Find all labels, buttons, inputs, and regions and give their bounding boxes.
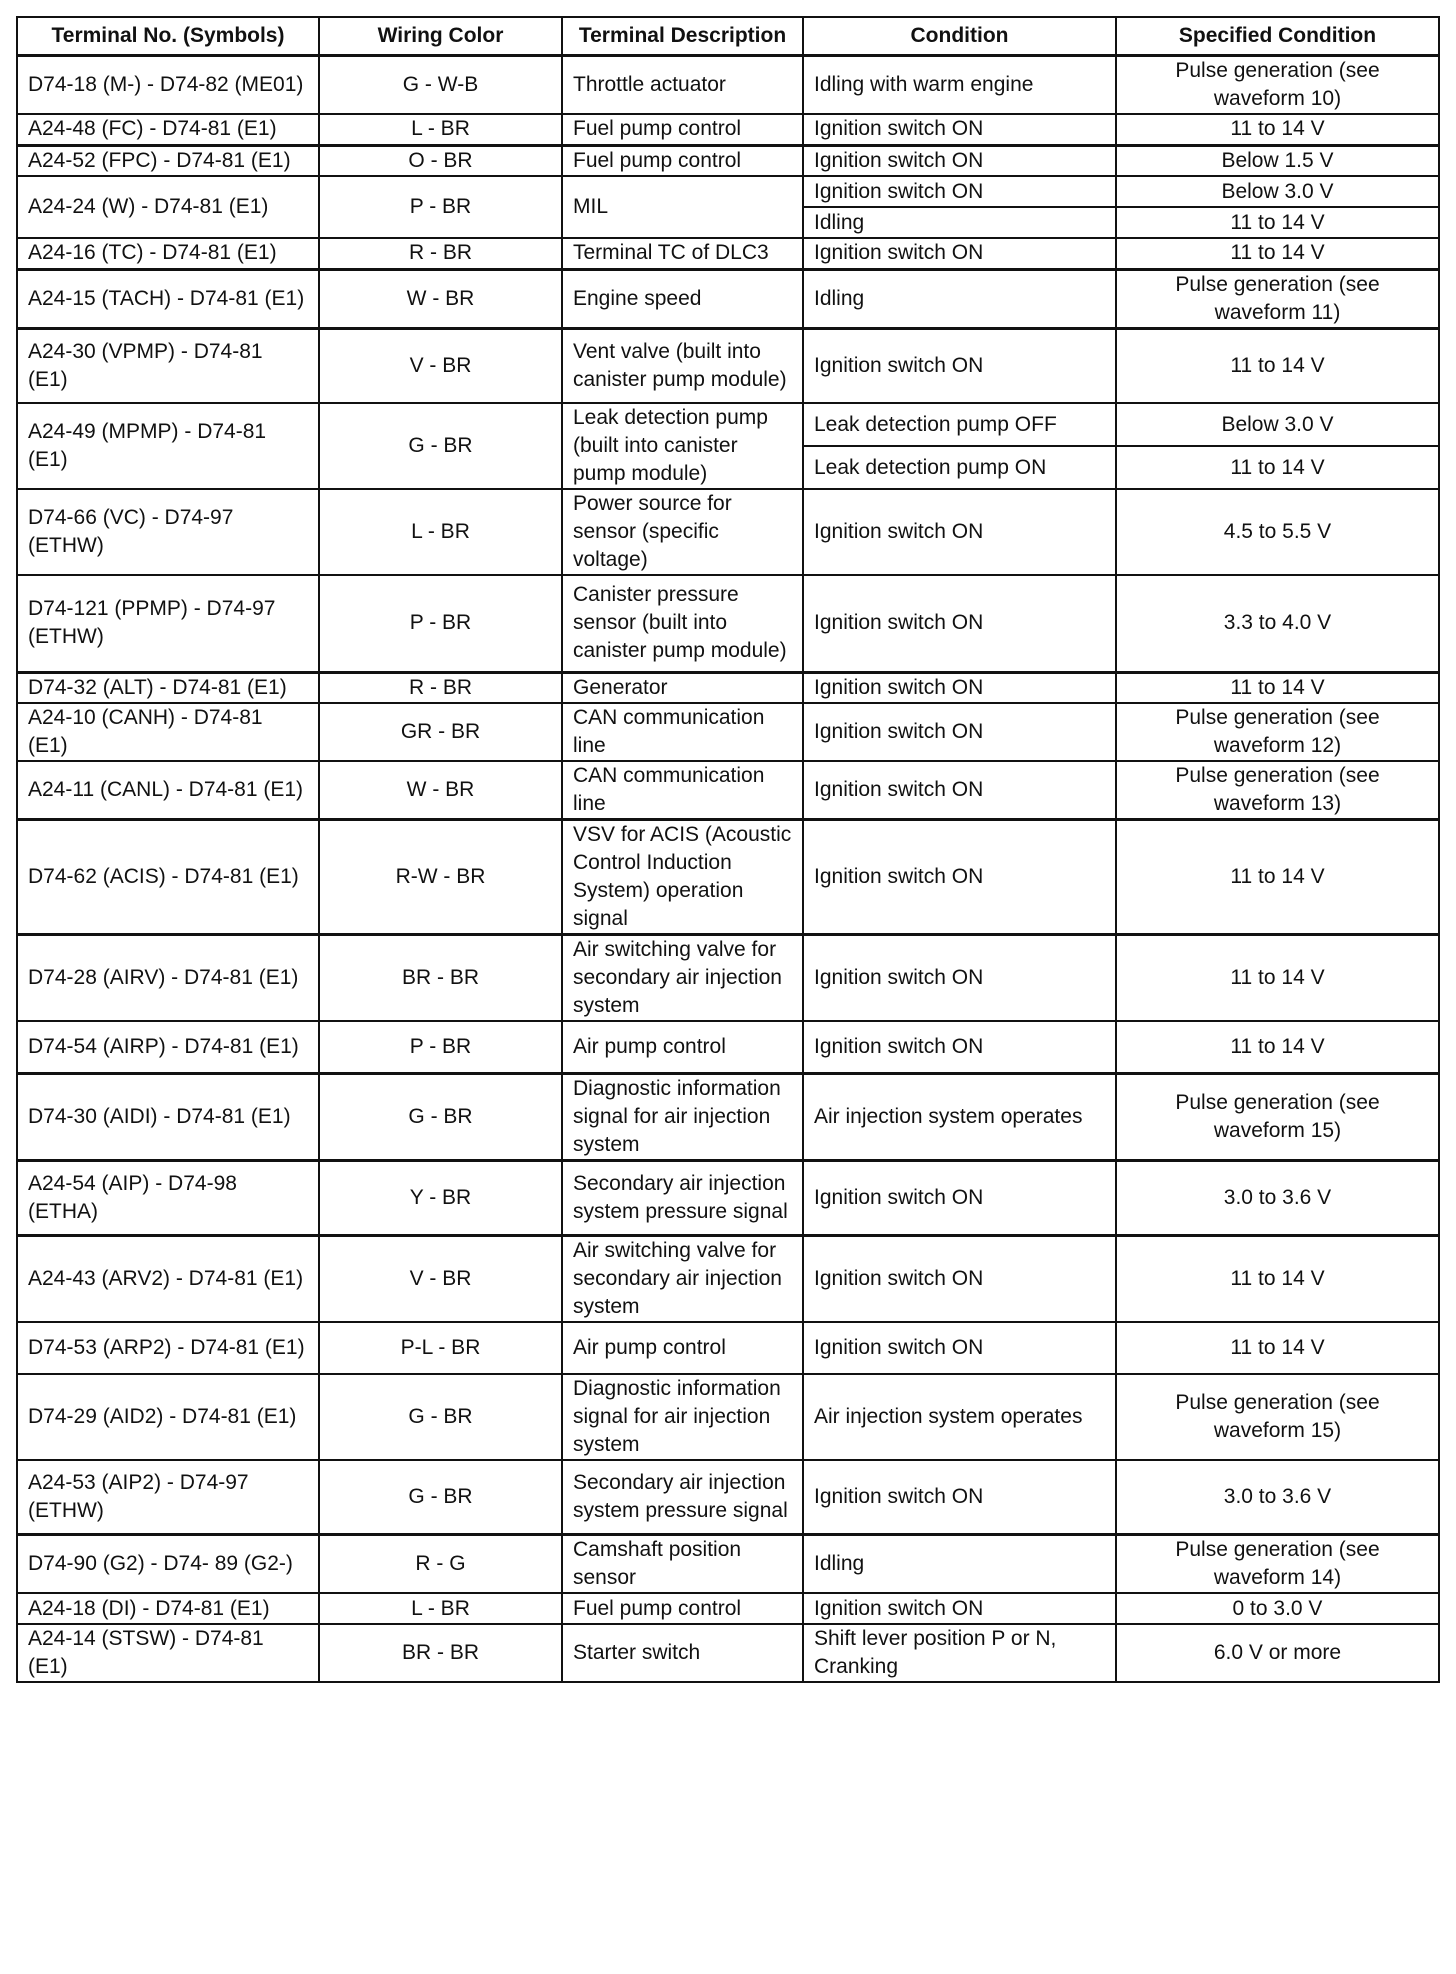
terminal-description-cell: Canister pressure sensor (built into canister pump module) [562,575,803,672]
wiring-color-cell: V - BR [319,328,562,403]
terminal-description-cell: Diagnostic information signal for air injection system [562,1073,803,1160]
terminal-description-cell: Diagnostic information signal for air injection system [562,1374,803,1460]
table-row [17,1160,1439,1235]
wiring-color-cell: Y - BR [319,1160,562,1235]
table-row [17,1535,1439,1594]
specified-condition-cell: 11 to 14 V [1116,238,1439,269]
table-row [17,761,1439,820]
terminal-cell: D74-121 (PPMP) - D74-97 (ETHW) [17,575,319,672]
specified-condition-cell: 11 to 14 V [1116,1235,1439,1322]
condition-cell: Ignition switch ON [803,1160,1116,1235]
terminal-description-cell: Terminal TC of DLC3 [562,238,803,269]
specified-condition-cell: Pulse generation (see waveform 11) [1116,269,1439,328]
wiring-color-cell: R-W - BR [319,820,562,935]
condition-cell: Ignition switch ON [803,176,1116,207]
terminal-cell: A24-16 (TC) - D74-81 (E1) [17,238,319,269]
table-row [17,489,1439,575]
terminal-spec-table [16,16,1440,1683]
terminal-description-cell: CAN communication line [562,703,803,761]
terminal-cell: A24-48 (FC) - D74-81 (E1) [17,114,319,145]
wiring-color-cell: R - BR [319,238,562,269]
terminal-cell: D74-18 (M-) - D74-82 (ME01) [17,56,319,115]
header-terminal-description: Terminal Description [562,17,803,56]
terminal-cell: A24-11 (CANL) - D74-81 (E1) [17,761,319,820]
specified-condition-cell: 11 to 14 V [1116,820,1439,935]
terminal-description-cell: MIL [562,176,803,238]
terminal-description-cell: Secondary air injection system pressure signal [562,1160,803,1235]
table-header-row [17,17,1439,56]
specified-condition-cell: 6.0 V or more [1116,1624,1439,1682]
specified-condition-cell: 11 to 14 V [1116,446,1439,489]
terminal-cell: D74-90 (G2) - D74- 89 (G2-) [17,1535,319,1594]
specified-condition-cell: 0 to 3.0 V [1116,1593,1439,1624]
specified-condition-cell: Pulse generation (see waveform 15) [1116,1374,1439,1460]
condition-cell: Ignition switch ON [803,1593,1116,1624]
wiring-color-cell: W - BR [319,761,562,820]
wiring-color-cell: L - BR [319,1593,562,1624]
table-row [17,1021,1439,1073]
terminal-cell: D74-29 (AID2) - D74-81 (E1) [17,1374,319,1460]
header-wiring-color: Wiring Color [319,17,562,56]
specified-condition-cell: Below 3.0 V [1116,176,1439,207]
terminal-description-cell: Vent valve (built into canister pump module) [562,328,803,403]
table-row [17,1460,1439,1535]
condition-cell: Idling with warm engine [803,56,1116,115]
terminal-cell: D74-53 (ARP2) - D74-81 (E1) [17,1322,319,1374]
terminal-cell: A24-53 (AIP2) - D74-97 (ETHW) [17,1460,319,1535]
terminal-table-page [16,16,1438,1683]
specified-condition-cell: 11 to 14 V [1116,207,1439,238]
condition-cell: Ignition switch ON [803,489,1116,575]
wiring-color-cell: P - BR [319,1021,562,1073]
specified-condition-cell: 11 to 14 V [1116,114,1439,145]
terminal-description-cell: Secondary air injection system pressure signal [562,1460,803,1535]
terminal-description-cell: Camshaft position sensor [562,1535,803,1594]
terminal-description-cell: Leak detection pump (built into canister pump module) [562,403,803,489]
terminal-cell: A24-18 (DI) - D74-81 (E1) [17,1593,319,1624]
table-row [17,672,1439,703]
wiring-color-cell: P - BR [319,575,562,672]
condition-cell: Leak detection pump ON [803,446,1116,489]
header-condition: Condition [803,17,1116,56]
specified-condition-cell: 3.0 to 3.6 V [1116,1160,1439,1235]
wiring-color-cell: L - BR [319,489,562,575]
terminal-description-cell: Air switching valve for secondary air injection system [562,935,803,1022]
terminal-description-cell: Throttle actuator [562,56,803,115]
specified-condition-cell: 11 to 14 V [1116,672,1439,703]
specified-condition-cell: 3.0 to 3.6 V [1116,1460,1439,1535]
condition-cell: Ignition switch ON [803,575,1116,672]
condition-cell: Air injection system operates [803,1073,1116,1160]
specified-condition-cell: 11 to 14 V [1116,1021,1439,1073]
terminal-description-cell: Starter switch [562,1624,803,1682]
terminal-cell: D74-30 (AIDI) - D74-81 (E1) [17,1073,319,1160]
specified-condition-cell: 11 to 14 V [1116,1322,1439,1374]
wiring-color-cell: G - W-B [319,56,562,115]
terminal-cell: D74-66 (VC) - D74-97 (ETHW) [17,489,319,575]
condition-cell: Ignition switch ON [803,1021,1116,1073]
terminal-cell: A24-49 (MPMP) - D74-81 (E1) [17,403,319,489]
table-body [17,56,1439,1683]
table-row [17,575,1439,672]
specified-condition-cell: Below 3.0 V [1116,403,1439,446]
condition-cell: Ignition switch ON [803,935,1116,1022]
specified-condition-cell: 3.3 to 4.0 V [1116,575,1439,672]
table-row [17,1073,1439,1160]
terminal-cell: A24-30 (VPMP) - D74-81 (E1) [17,328,319,403]
terminal-cell: A24-15 (TACH) - D74-81 (E1) [17,269,319,328]
condition-cell: Ignition switch ON [803,114,1116,145]
table-row [17,145,1439,176]
specified-condition-cell: Below 1.5 V [1116,145,1439,176]
table-row [17,1235,1439,1322]
wiring-color-cell: R - G [319,1535,562,1594]
wiring-color-cell: L - BR [319,114,562,145]
condition-cell: Ignition switch ON [803,1235,1116,1322]
table-row [17,1593,1439,1624]
terminal-description-cell: Power source for sensor (specific voltage) [562,489,803,575]
terminal-cell: D74-28 (AIRV) - D74-81 (E1) [17,935,319,1022]
terminal-cell: A24-14 (STSW) - D74-81 (E1) [17,1624,319,1682]
condition-cell: Ignition switch ON [803,761,1116,820]
terminal-description-cell: Fuel pump control [562,145,803,176]
wiring-color-cell: P-L - BR [319,1322,562,1374]
table-row [17,703,1439,761]
condition-cell: Ignition switch ON [803,672,1116,703]
condition-cell: Idling [803,269,1116,328]
table-row [17,403,1439,446]
terminal-cell: D74-32 (ALT) - D74-81 (E1) [17,672,319,703]
terminal-description-cell: CAN communication line [562,761,803,820]
table-row [17,820,1439,935]
table-row [17,56,1439,115]
specified-condition-cell: Pulse generation (see waveform 13) [1116,761,1439,820]
condition-cell: Ignition switch ON [803,820,1116,935]
table-row [17,1624,1439,1682]
terminal-description-cell: VSV for ACIS (Acoustic Control Induction System) operation signal [562,820,803,935]
condition-cell: Ignition switch ON [803,238,1116,269]
specified-condition-cell: Pulse generation (see waveform 15) [1116,1073,1439,1160]
terminal-cell: A24-54 (AIP) - D74-98 (ETHA) [17,1160,319,1235]
condition-cell: Idling [803,207,1116,238]
terminal-description-cell: Engine speed [562,269,803,328]
terminal-cell: D74-54 (AIRP) - D74-81 (E1) [17,1021,319,1073]
wiring-color-cell: O - BR [319,145,562,176]
wiring-color-cell: G - BR [319,1460,562,1535]
terminal-cell: A24-52 (FPC) - D74-81 (E1) [17,145,319,176]
table-row [17,269,1439,328]
table-row [17,238,1439,269]
specified-condition-cell: 11 to 14 V [1116,935,1439,1022]
wiring-color-cell: R - BR [319,672,562,703]
terminal-description-cell: Fuel pump control [562,1593,803,1624]
terminal-cell: D74-62 (ACIS) - D74-81 (E1) [17,820,319,935]
header-terminal: Terminal No. (Symbols) [17,17,319,56]
condition-cell: Leak detection pump OFF [803,403,1116,446]
terminal-cell: A24-24 (W) - D74-81 (E1) [17,176,319,238]
terminal-description-cell: Air switching valve for secondary air injection system [562,1235,803,1322]
terminal-description-cell: Fuel pump control [562,114,803,145]
wiring-color-cell: BR - BR [319,1624,562,1682]
table-row [17,935,1439,1022]
terminal-cell: A24-43 (ARV2) - D74-81 (E1) [17,1235,319,1322]
condition-cell: Ignition switch ON [803,1322,1116,1374]
table-row [17,176,1439,207]
wiring-color-cell: V - BR [319,1235,562,1322]
table-row [17,1374,1439,1460]
terminal-description-cell: Air pump control [562,1021,803,1073]
wiring-color-cell: BR - BR [319,935,562,1022]
condition-cell: Idling [803,1535,1116,1594]
wiring-color-cell: G - BR [319,403,562,489]
wiring-color-cell: GR - BR [319,703,562,761]
condition-cell: Shift lever position P or N, Cranking [803,1624,1116,1682]
specified-condition-cell: Pulse generation (see waveform 14) [1116,1535,1439,1594]
wiring-color-cell: P - BR [319,176,562,238]
condition-cell: Ignition switch ON [803,328,1116,403]
terminal-description-cell: Generator [562,672,803,703]
wiring-color-cell: W - BR [319,269,562,328]
condition-cell: Ignition switch ON [803,145,1116,176]
table-row [17,114,1439,145]
terminal-cell: A24-10 (CANH) - D74-81 (E1) [17,703,319,761]
condition-cell: Air injection system operates [803,1374,1116,1460]
terminal-description-cell: Air pump control [562,1322,803,1374]
wiring-color-cell: G - BR [319,1073,562,1160]
table-row [17,1322,1439,1374]
table-row [17,328,1439,403]
condition-cell: Ignition switch ON [803,1460,1116,1535]
condition-cell: Ignition switch ON [803,703,1116,761]
specified-condition-cell: 4.5 to 5.5 V [1116,489,1439,575]
specified-condition-cell: Pulse generation (see waveform 12) [1116,703,1439,761]
specified-condition-cell: 11 to 14 V [1116,328,1439,403]
wiring-color-cell: G - BR [319,1374,562,1460]
header-specified-condition: Specified Condition [1116,17,1439,56]
specified-condition-cell: Pulse generation (see waveform 10) [1116,56,1439,115]
